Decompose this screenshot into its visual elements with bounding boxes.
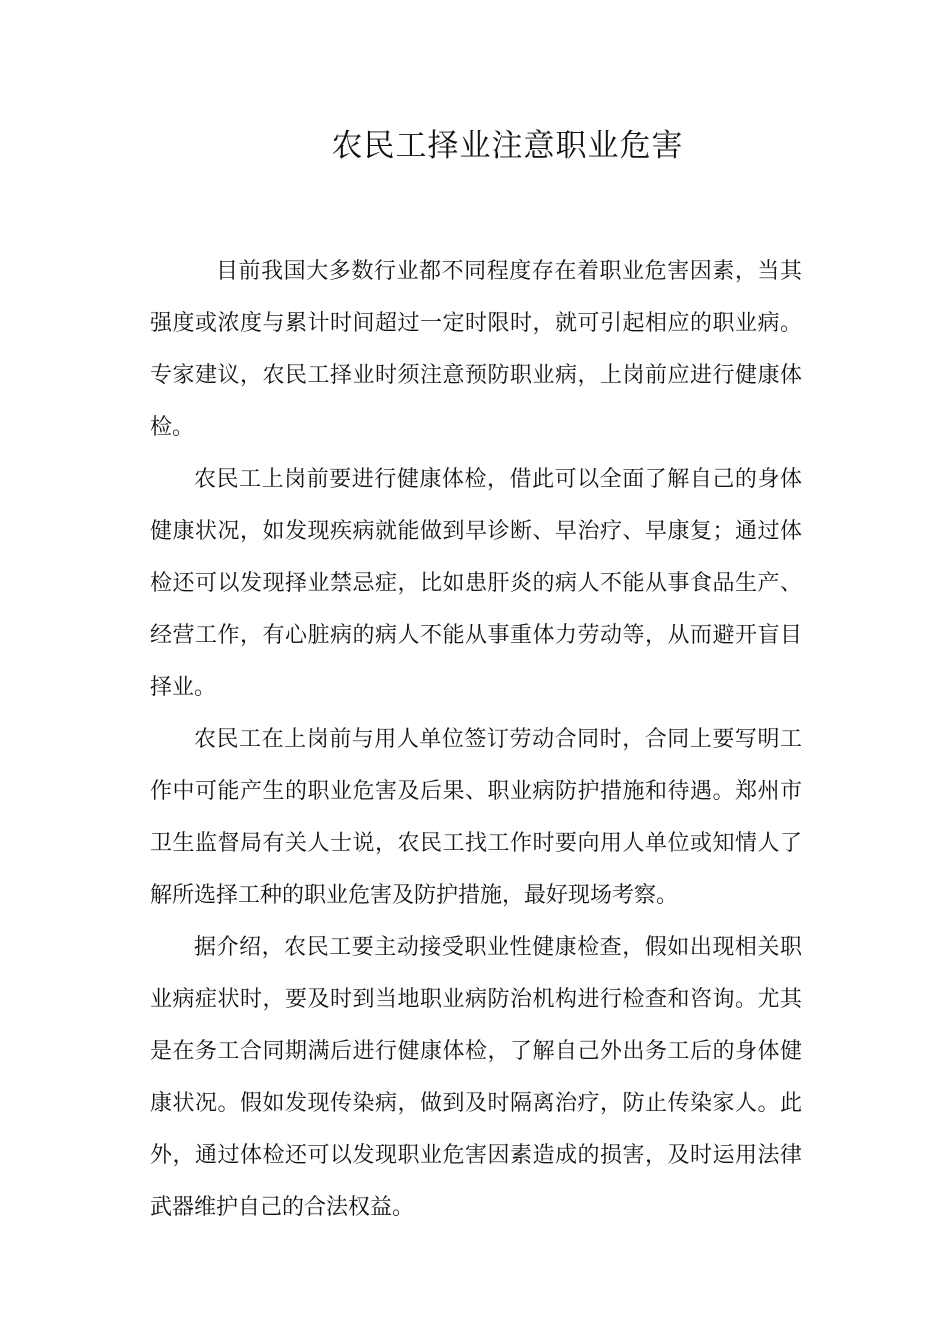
document-body xyxy=(150,246,802,1234)
paragraph-health-check: 农民工上岗前要进行健康体检，借此可以全面了解自己的身体健康状况，如发现疾病就能做到早诊断、早治疗、早康复；通过体检还可以发现择业禁忌症，比如患肝炎的病人不能从事食品生产、经营工作，有心脏病的病人不能从事重体力劳动等，从而避开盲目择业。 xyxy=(150,467,802,700)
paragraph-labor-contract: 农民工在上岗前与用人单位签订劳动合同时，合同上要写明工作中可能产生的职业危害及后果、职业病防护措施和待遇。郑州市卫生监督局有关人士说，农民工找工作时要向用人单位或知情人了解所选择工种的职业危害及防护措施，最好现场考察。 xyxy=(150,727,802,908)
paragraph-intro: 目前我国大多数行业都不同程度存在着职业危害因素，当其强度或浓度与累计时间超过一定时限时，就可引起相应的职业病。专家建议，农民工择业时须注意预防职业病，上岗前应进行健康体检。 xyxy=(150,259,802,440)
document-title: 农民工择业注意职业危害 xyxy=(331,128,684,164)
paragraph-occupational-exam: 据介绍，农民工要主动接受职业性健康检查，假如出现相关职业病症状时，要及时到当地职业病防治机构进行检查和咨询。尤其是在务工合同期满后进行健康体检，了解自己外出务工后的身体健康状况。假如发现传染病，做到及时隔离治疗，防止传染家人。此外，通过体检还可以发现职业危害因素造成的损害，及时运用法律武器维护自己的合法权益。 xyxy=(150,935,802,1220)
